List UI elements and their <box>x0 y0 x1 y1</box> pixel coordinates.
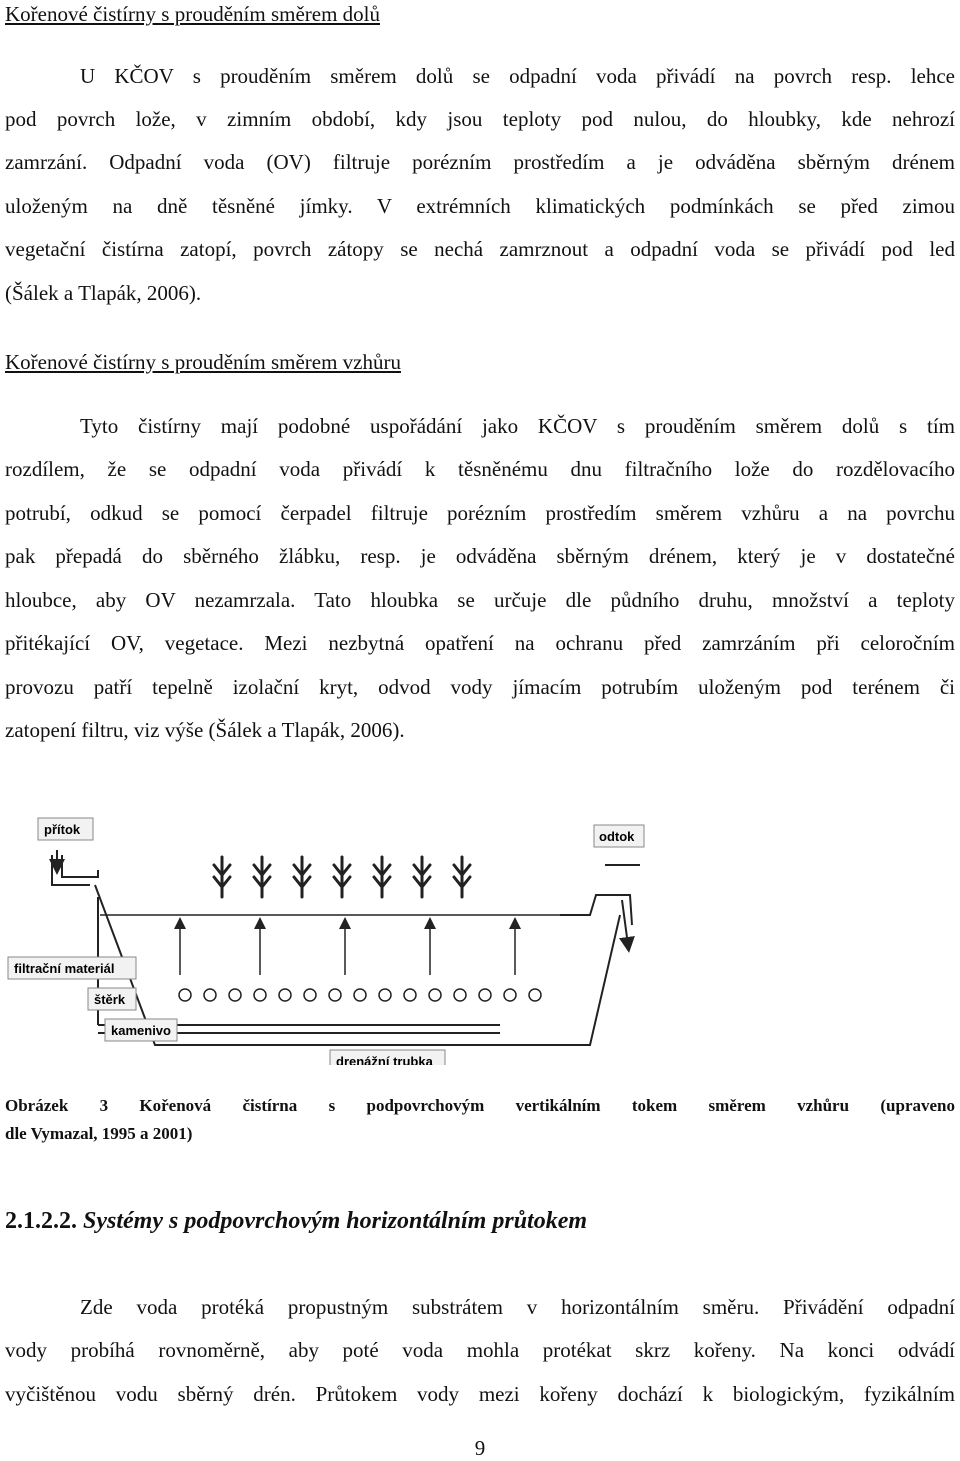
paragraph-line: pak přepadá do sběrného žlábku, resp. je odváděna sběrným drénem, který je v dostatečné <box>5 544 955 568</box>
section-heading-downflow: Kořenové čistírny s prouděním směrem dolů <box>5 2 381 26</box>
paragraph-line: zatopení filtru, viz výše (Šálek a Tlapák, 2006). <box>5 718 405 742</box>
section-heading-upflow: Kořenové čistírny s prouděním směrem vzhůru <box>5 350 401 374</box>
paragraph-line: Tyto čistírny mají podobné uspořádání jako KČOV s prouděním směrem dolů s tím <box>80 414 955 438</box>
paragraph-line: vegetační čistírna zatopí, povrch zátopy se nechá zamrznout a odpadní voda se přivádí pod led <box>5 237 955 261</box>
paragraph-line: vyčištěnou vodu sběrný drén. Průtokem vody mezi kořeny dochází k biologickým, fyzikálním <box>5 1382 955 1406</box>
section-title: Systémy s podpovrchovým horizontálním průtokem <box>83 1208 588 1234</box>
paragraph-line: potrubí, odkud se pomocí čerpadel filtruje porézním prostředím směrem vzhůru a na povrchu <box>5 501 955 525</box>
paragraph-line: U KČOV s prouděním směrem dolů se odpadní voda přivádí na povrch resp. lehce <box>80 64 955 88</box>
paragraph-line: hloubce, aby OV nezamrzala. Tato hloubka se určuje dle půdního druhu, množství a teploty <box>5 588 955 612</box>
figure-caption: Obrázek 3 Kořenová čistírna s podpovrchovým vertikálním tokem směrem vzhůru (upraveno <box>5 1096 955 1115</box>
paragraph-line: zamrzání. Odpadní voda (OV) filtruje porézním prostředím a je odváděna sběrným drénem <box>5 150 955 174</box>
label-filter-material: filtrační materiál <box>14 961 115 976</box>
label-outflow: odtok <box>599 829 635 844</box>
paragraph-line: uloženým na dně těsněné jímky. V extrémních klimatických podmínkách se před zimou <box>5 194 955 218</box>
figure-caption-cont: dle Vymazal, 1995 a 2001) <box>5 1124 193 1143</box>
section-heading-horizontal <box>5 1208 587 1235</box>
label-drain-pipe: drenážní trubka <box>336 1054 433 1065</box>
paragraph-line: přitékající OV, vegetace. Mezi nezbytná opatření na ochranu před zamrzáním při celoročním <box>5 631 955 655</box>
paragraph-line: (Šálek a Tlapák, 2006). <box>5 281 202 305</box>
paragraph-line: vody probíhá rovnoměrně, aby poté voda mohla protékat skrz kořeny. Na konci odvádí <box>5 1338 955 1362</box>
paragraph-line: pod povrch lože, v zimním období, kdy jsou teploty pod nulou, do hloubky, kde nehrozí <box>5 107 955 131</box>
section-number: 2.1.2.2. <box>5 1208 77 1234</box>
paragraph-line: Zde voda protéká propustným substrátem v horizontálním směru. Přivádění odpadní <box>80 1295 955 1319</box>
paragraph-line: provozu patří tepelně izolační kryt, odvod vody jímacím potrubím uloženým pod terénem či <box>5 675 955 699</box>
upflow-wetland-diagram <box>0 805 700 1065</box>
label-aggregate: kamenivo <box>111 1023 171 1038</box>
label-inflow: přítok <box>44 822 81 837</box>
label-gravel: štěrk <box>94 992 126 1007</box>
paragraph-line: rozdílem, že se odpadní voda přivádí k těsněnému dnu filtračního lože do rozdělovacího <box>5 457 955 481</box>
page-number: 9 <box>474 1436 486 1460</box>
